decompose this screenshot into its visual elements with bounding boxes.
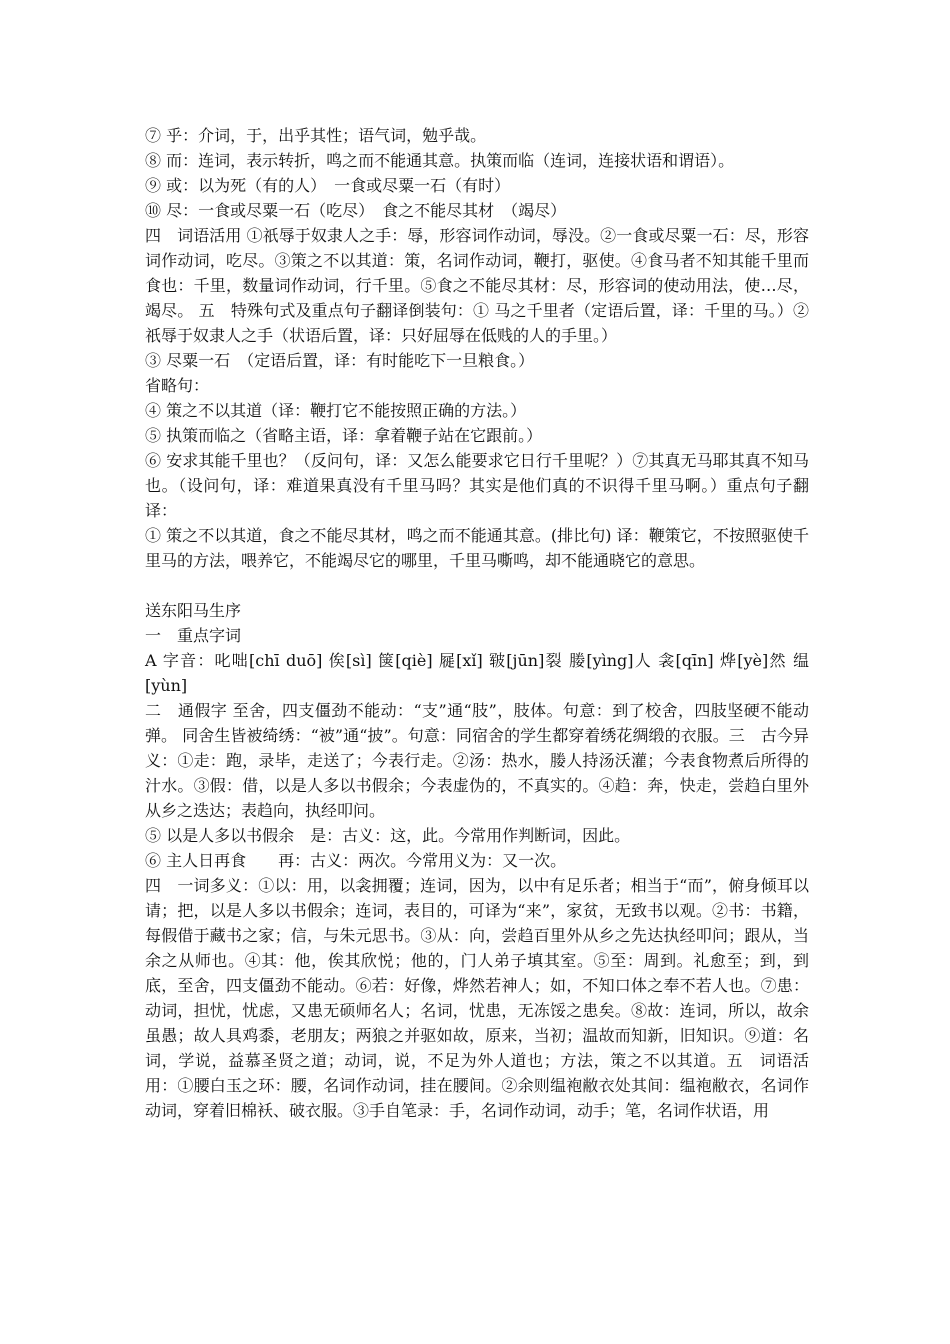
text-paragraph: A 字音：叱咄[chī duō] 俟[sì] 箧[qiè] 屣[xǐ] 皲[jūn]裂 媵[yìng]人 衾[qīn] 烨[yè]然 缊[yùn]	[145, 651, 809, 695]
blank-line	[145, 573, 809, 598]
text-line: ④ 策之不以其道（译：鞭打它不能按照正确的方法。）	[145, 401, 527, 420]
text-paragraph: 四 一词多义：①以：用，以衾拥覆；连词，因为，以中有足乐者；相当于“而”，俯身倾耳以请；把，以是人多以书假余；连词，表目的，可译为“来”，家贫，无致书以观。②书：书籍，每假借于藏书之家；信，与朱元思书。③从：向，尝趋百里外从乡之先达执经叩问；跟从，当余之从师也。④其：他，俟其欣悦；他的，门人弟子填其室。⑤至：周到。礼愈至；到，到底，至舍，四支僵劲不能动。⑥若：好像，烨然若神人；如，不知口体之奉不若人也。⑦患：动词，担忧，忧虑，又患无硕师名人；名词，忧患，无冻馁之患矣。⑧故：连词，所以，故余虽愚；故人具鸡黍，老朋友；两狼之并驱如故，原来，当初；温故而知新，旧知识。⑨道：名词，学说，益慕圣贤之道；动词，说，不足为外人道也；方法，策之不以其道。五 词语活用：①腰白玉之环：腰，名词作动词，挂在腰间。②余则缊袍敝衣处其间：缊袍敝衣，名词作动词，穿着旧棉袄、破衣服。③手自笔录：手，名词作动词，动手；笔，名词作状语，用	[145, 876, 809, 1120]
text-paragraph: ① 策之不以其道，食之不能尽其材，鸣之而不能通其意。(排比句) 译：鞭策它，不按照驱使千里马的方法，喂养它，不能竭尽它的哪里，千里马嘶鸣，却不能通晓它的意思。	[145, 526, 809, 570]
text-line: ③ 尽粟一石 （定语后置，译：有时能吃下一旦粮食。）	[145, 351, 535, 370]
text-line: ⑤ 以是人多以书假余 是：古义：这，此。今常用作判断词，因此。	[145, 826, 631, 845]
text-line: ⑥ 主人日再食 再：古义：两次。今常用义为：又一次。	[145, 851, 567, 870]
text-line: ⑤ 执策而临之（省略主语，译：拿着鞭子站在它跟前。）	[145, 426, 543, 445]
section-heading: 一 重点字词	[145, 626, 242, 645]
document-body	[145, 123, 809, 1123]
text-paragraph: 四 词语活用 ①祇辱于奴隶人之手：辱，形容词作动词，辱没。②一食或尽粟一石：尽，形容词作动词，吃尽。③策之不以其道：策，名词作动词，鞭打，驱使。④食马者不知其能千里而食也：千里，数量词作动词，行千里。⑤食之不能尽其材：尽，形容词的使动用法，使…尽，竭尽。 五 特殊句式及重点句子翻译倒装句：① 马之千里者（定语后置，译：千里的马。）②祇辱于奴隶人之手（状语后置，译：只好屈辱在低贱的人的手里。）	[145, 226, 809, 345]
text-line: ⑩ 尽：一食或尽粟一石（吃尽） 食之不能尽其材 （竭尽）	[145, 201, 567, 220]
text-line: ⑨ 或：以为死（有的人） 一食或尽粟一石（有时）	[145, 176, 511, 195]
text-paragraph: ⑥ 安求其能千里也？（反问句，译：又怎么能要求它日行千里呢？）⑦其真无马耶其真不知马也。（设问句，译：难道果真没有千里马吗？其实是他们真的不识得千里马啊。）重点句子翻译：	[145, 451, 809, 520]
text-line: ⑦ 乎：介词，于，出乎其性；语气词，勉乎哉。	[145, 126, 487, 145]
section-title: 送东阳马生序	[145, 601, 242, 620]
text-line: 省略句：	[145, 376, 210, 395]
text-paragraph: 二 通假字 至舍，四支僵劲不能动：“支”通“肢”，肢体。句意：到了校舍，四肢坚硬不能动弹。 同舍生皆被绮绣：“被”通“披”。句意：同宿舍的学生都穿着绣花绸缎的衣服。三 古今异义：①走：跑，录毕，走送了；今表行走。②汤：热水，媵人持汤沃灌；今表食物煮后所得的汁水。③假：借，以是人多以书假余；今表虚伪的，不真实的。④趋：奔，快走，尝趋白里外从乡之迭达；表趋向，执经叩问。	[145, 701, 809, 820]
text-line: ⑧ 而：连词，表示转折，鸣之而不能通其意。执策而临（连词，连接状语和谓语）。	[145, 151, 735, 170]
